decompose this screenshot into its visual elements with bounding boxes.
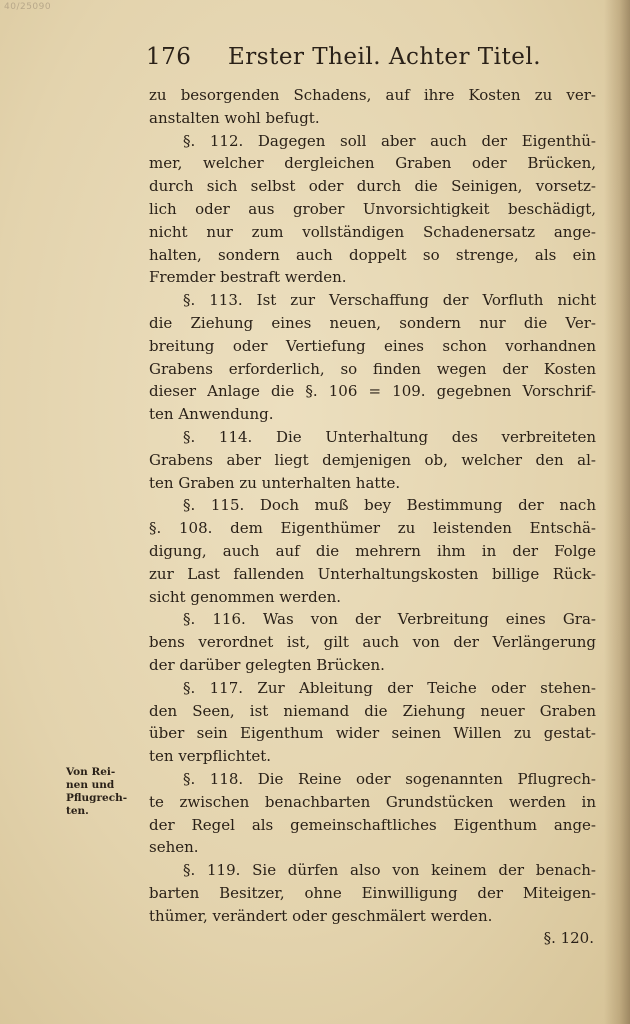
text-line: Grabens erforderlich, so finden wegen der Kosten — [149, 359, 596, 378]
spine-shadow — [604, 0, 630, 1024]
text-line: durch sich selbst oder durch die Seinigen, vorsetz- — [149, 177, 596, 196]
text-line: sicht genommen werden. — [149, 587, 342, 606]
text-line: der Regel als gemeinschaftliches Eigenthum ange- — [149, 815, 596, 834]
margin-note-line: Von Rei- — [66, 766, 116, 778]
text-line: lich oder aus grober Unvorsichtigkeit beschädigt, — [149, 199, 596, 218]
text-line: anstalten wohl befugt. — [149, 108, 320, 127]
text-line: ten Graben zu unterhalten hatte. — [149, 473, 401, 492]
text-line: sehen. — [149, 838, 199, 857]
text-line: zur Last fallenden Unterhaltungskosten billige Rück- — [149, 564, 596, 583]
text-line: bens verordnet ist, gilt auch von der Verlängerung — [149, 633, 596, 652]
text-line: dieser Anlage die §. 106 = 109. gegebnen Vorschrif- — [149, 382, 596, 401]
corner-mark: 40/25090 — [4, 2, 52, 12]
text-line: den Seen, ist niemand die Ziehung neuer Graben — [149, 701, 596, 720]
text-line: halten, sondern auch doppelt so strenge, als ein — [149, 245, 596, 264]
text-line: mer, welcher dergleichen Graben oder Brücken, — [149, 154, 596, 173]
text-line: Grabens aber liegt demjenigen ob, welcher den al- — [149, 450, 596, 469]
text-line: te zwischen benachbarten Grundstücken werden in — [149, 792, 596, 811]
paragraph-start: §. 116. Was von der Verbreitung eines Gra- — [183, 610, 596, 629]
text-line: ten verpflichtet. — [149, 747, 272, 766]
text-line: der darüber gelegten Brücken. — [149, 655, 385, 674]
paragraph-start: §. 119. Sie dürfen also von keinem der benach- — [183, 861, 596, 880]
text-line: breitung oder Vertiefung eines schon vorhandnen — [149, 336, 596, 355]
text-line: digung, auch auf die mehrern ihm in der Folge — [149, 541, 596, 560]
body-text — [149, 84, 596, 950]
margin-note-line: nen und — [66, 779, 115, 791]
paragraph-start: §. 115. Doch muß bey Bestimmung der nach — [183, 496, 596, 515]
text-line: nicht nur zum vollständigen Schadenersatz ange- — [149, 222, 596, 241]
text-line: über sein Eigenthum wider seinen Willen zu gestat- — [149, 724, 596, 743]
margin-note — [66, 766, 142, 818]
text-line: §. 108. dem Eigenthümer zu leistenden Entschä- — [149, 519, 596, 538]
paragraph-start: §. 114. Die Unterhaltung des verbreiteten — [183, 427, 596, 446]
paragraph-start: §. 117. Zur Ableitung der Teiche oder stehen- — [183, 678, 596, 697]
catchword: §. 120. — [543, 929, 594, 948]
paragraph-start: §. 113. Ist zur Verschaffung der Vorfluth nicht — [183, 291, 596, 310]
running-header — [146, 44, 566, 76]
running-title: Erster Theil. Achter Titel. — [228, 44, 542, 70]
text-line: zu besorgenden Schadens, auf ihre Kosten zu ver- — [149, 86, 596, 104]
paragraph-start: §. 112. Dagegen soll aber auch der Eigenthü- — [183, 131, 596, 150]
text-line: ten Anwendung. — [149, 405, 274, 424]
text-line: Fremder bestraft werden. — [149, 268, 347, 287]
text-line: thümer, verändert oder geschmälert werden. — [149, 906, 493, 925]
margin-note-line: ten. — [66, 805, 89, 817]
page-number: 176 — [146, 44, 192, 70]
margin-note-line: Pflugrech- — [66, 792, 128, 804]
text-line: die Ziehung eines neuen, sondern nur die Ver- — [149, 313, 596, 332]
text-line: barten Besitzer, ohne Einwilligung der Miteigen- — [149, 883, 596, 902]
paragraph-start: §. 118. Die Reine oder sogenannten Pflugrech- — [183, 769, 596, 788]
